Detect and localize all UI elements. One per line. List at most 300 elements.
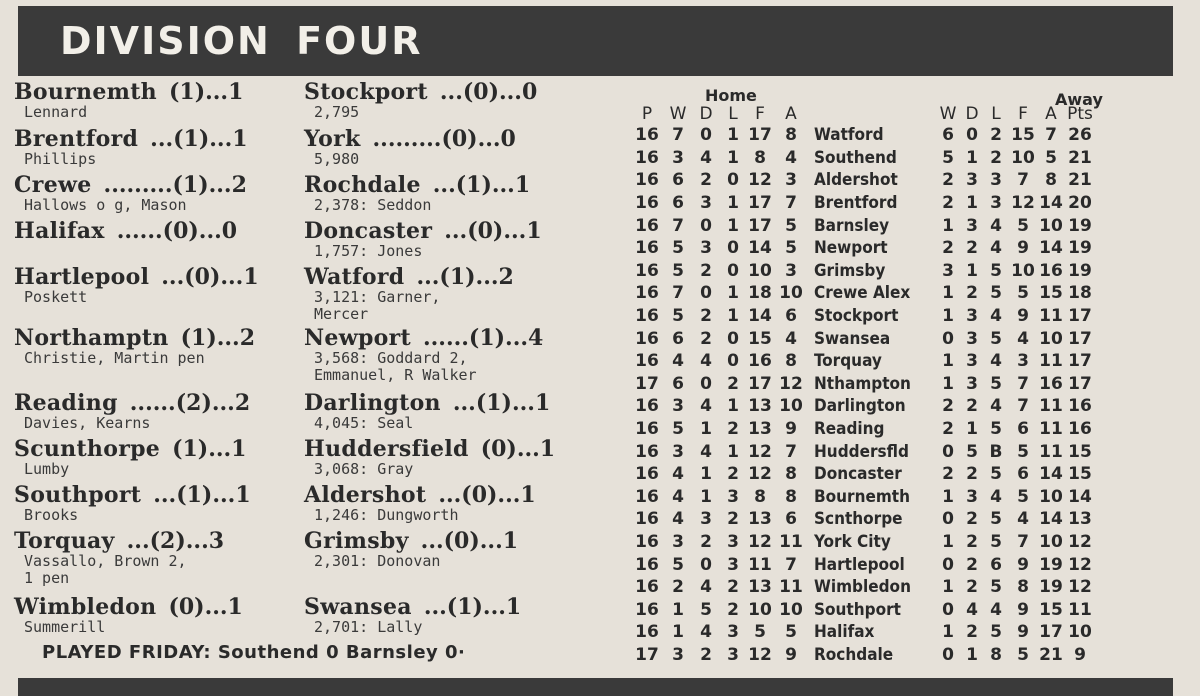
stat-cell: 16 xyxy=(635,170,659,191)
stat-cell: 12 xyxy=(748,531,772,552)
stat-cell: 8 xyxy=(1017,577,1029,598)
stat-cell: 5 xyxy=(672,554,684,575)
stat-cell: 20 xyxy=(1068,193,1092,214)
stat-cell: 21 xyxy=(1068,147,1092,168)
stat-cell: 2 xyxy=(700,306,712,327)
stat-cell: 3 xyxy=(700,193,712,214)
home-side xyxy=(14,326,255,367)
stat-cell: 10 xyxy=(1011,260,1035,281)
stat-cell: 1 xyxy=(966,147,978,168)
stat-cell: 2 xyxy=(966,464,978,485)
home-scorers: Davies, Kearns xyxy=(24,414,151,432)
stat-cell: 17 xyxy=(1039,622,1063,643)
stat-cell: 3 xyxy=(942,260,954,281)
stat-cell: 5 xyxy=(672,260,684,281)
home-team: Northamptn xyxy=(14,325,169,351)
table-row xyxy=(630,395,1096,418)
stat-cell: 1 xyxy=(700,419,712,440)
stat-cell: 12 xyxy=(779,373,803,394)
stat-cell: 8 xyxy=(785,125,797,146)
stat-cell: 10 xyxy=(1068,622,1092,643)
stat-cell: 7 xyxy=(1017,373,1029,394)
stat-cell: 15 xyxy=(1039,283,1063,304)
stat-cell: 2 xyxy=(966,531,978,552)
stat-cell: 8 xyxy=(785,486,797,507)
home-score: ...(2)...3 xyxy=(126,528,225,554)
column-header: P xyxy=(641,104,653,124)
stat-cell: 13 xyxy=(1068,509,1092,530)
home-scorers: Poskett xyxy=(24,288,88,306)
stat-cell: 1 xyxy=(966,419,978,440)
stat-cell: B xyxy=(989,441,1003,462)
stat-cell: 14 xyxy=(1068,486,1092,507)
stat-cell: 11 xyxy=(1068,599,1092,620)
stat-cell: 5 xyxy=(990,419,1002,440)
stat-cell: 7 xyxy=(785,554,797,575)
stat-cell: 5 xyxy=(966,441,978,462)
column-header: W xyxy=(669,104,687,124)
stat-cell: 5 xyxy=(990,577,1002,598)
next-section-banner xyxy=(18,678,1173,696)
stat-cell: 7 xyxy=(785,193,797,214)
stat-cell: 15 xyxy=(1068,441,1092,462)
stat-cell: 1 xyxy=(700,486,712,507)
stat-cell: 5 xyxy=(1017,283,1029,304)
stat-cell: 8 xyxy=(754,486,766,507)
away-side xyxy=(304,127,516,168)
stat-cell: 2 xyxy=(672,577,684,598)
stat-cell: 5 xyxy=(754,622,766,643)
stat-cell: 3 xyxy=(966,486,978,507)
stat-cell: 17 xyxy=(1068,351,1092,372)
stat-cell: 0 xyxy=(727,170,739,191)
stat-cell: 3 xyxy=(672,644,684,665)
stat-cell: 16 xyxy=(1039,373,1063,394)
stat-cell: 4 xyxy=(700,396,712,417)
stat-cell: 14 xyxy=(748,306,772,327)
table-row xyxy=(630,418,1096,441)
table-row xyxy=(630,260,1096,283)
division-banner xyxy=(18,6,1173,76)
column-header: A xyxy=(1045,104,1057,124)
stat-cell: 3 xyxy=(966,306,978,327)
away-side xyxy=(304,326,543,384)
table-row xyxy=(630,553,1096,576)
stat-cell: 5 xyxy=(672,238,684,259)
attendance-scorers: 2,701: Lally xyxy=(314,618,423,636)
away-group-label: Away xyxy=(1055,90,1103,109)
home-score: ......(0)...0 xyxy=(116,218,238,244)
stat-cell: 7 xyxy=(1017,396,1029,417)
away-score: ...(1)...1 xyxy=(432,172,531,198)
stat-cell: 7 xyxy=(672,125,684,146)
home-scorers: Phillips xyxy=(24,150,97,168)
stat-cell: 1 xyxy=(727,306,739,327)
stat-cell: 3 xyxy=(990,193,1002,214)
stat-cell: 4 xyxy=(672,464,684,485)
table-row xyxy=(630,621,1096,644)
stat-cell: 2 xyxy=(990,147,1002,168)
stat-cell: 16 xyxy=(635,351,659,372)
stat-cell: 16 xyxy=(1068,396,1092,417)
stat-cell: 16 xyxy=(635,125,659,146)
club-name: Halifax xyxy=(814,622,875,643)
stat-cell: 11 xyxy=(779,577,803,598)
stat-cell: 12 xyxy=(1011,193,1035,214)
away-team: Darlington xyxy=(304,390,441,416)
stat-cell: 2 xyxy=(942,464,954,485)
stat-cell: 19 xyxy=(1068,215,1092,236)
stat-cell: 3 xyxy=(785,260,797,281)
attendance-scorers: 5,980 xyxy=(314,150,360,168)
stat-cell: 1 xyxy=(727,193,739,214)
stat-cell: 16 xyxy=(1039,260,1063,281)
club-name: Aldershot xyxy=(814,170,898,191)
stat-cell: 10 xyxy=(1039,215,1063,236)
home-side xyxy=(14,80,243,121)
table-row xyxy=(630,508,1096,531)
stat-cell: 15 xyxy=(1068,464,1092,485)
stat-cell: 2 xyxy=(966,554,978,575)
club-name: Torquay xyxy=(814,351,882,372)
column-header: L xyxy=(728,104,738,124)
stat-cell: 5 xyxy=(990,260,1002,281)
club-name: Nthampton xyxy=(814,373,911,394)
stat-cell: 1 xyxy=(727,215,739,236)
home-scorers: Brooks xyxy=(24,506,79,524)
away-side xyxy=(304,391,550,432)
home-team: Hartlepool xyxy=(14,264,150,290)
stat-cell: 1 xyxy=(942,306,954,327)
stat-cell: 12 xyxy=(748,170,772,191)
column-header xyxy=(808,104,936,124)
stat-cell: 7 xyxy=(672,283,684,304)
away-team: Aldershot xyxy=(304,482,427,508)
away-score: ...(1)...1 xyxy=(452,390,551,416)
stat-cell: 0 xyxy=(942,441,954,462)
home-scorers: Vassallo, Brown 2, 1 pen xyxy=(24,552,187,587)
stat-cell: 4 xyxy=(990,215,1002,236)
stat-cell: 4 xyxy=(785,328,797,349)
home-score: (0)...1 xyxy=(168,594,243,620)
away-team: York xyxy=(304,126,361,152)
stat-cell: 0 xyxy=(727,260,739,281)
table-row xyxy=(630,192,1096,215)
stat-cell: 1 xyxy=(727,125,739,146)
stat-cell: 9 xyxy=(1074,644,1086,665)
away-side xyxy=(304,219,542,260)
stat-cell: 0 xyxy=(700,125,712,146)
stat-cell: 12 xyxy=(748,644,772,665)
stat-cell: 2 xyxy=(990,125,1002,146)
attendance-scorers: 3,121: Garner, Mercer xyxy=(314,288,441,323)
table-row xyxy=(630,644,1096,667)
table-row xyxy=(630,440,1096,463)
column-header: F xyxy=(1018,104,1028,124)
stat-cell: 3 xyxy=(966,351,978,372)
away-team: Newport xyxy=(304,325,411,351)
column-header: D xyxy=(965,104,979,124)
stat-cell: 13 xyxy=(748,577,772,598)
stat-cell: 1 xyxy=(966,193,978,214)
stat-cell: 14 xyxy=(1039,509,1063,530)
club-name: Doncaster xyxy=(814,464,902,485)
home-side xyxy=(14,391,250,432)
stat-cell: 3 xyxy=(966,373,978,394)
stat-cell: 2 xyxy=(942,419,954,440)
stat-cell: 8 xyxy=(785,351,797,372)
stat-cell: 18 xyxy=(748,283,772,304)
stat-cell: 9 xyxy=(785,419,797,440)
stat-cell: 3 xyxy=(785,170,797,191)
stat-cell: 16 xyxy=(748,351,772,372)
stat-cell: 4 xyxy=(990,599,1002,620)
stat-cell: 11 xyxy=(779,531,803,552)
home-scorers: Summerill xyxy=(24,618,106,636)
stat-cell: 6 xyxy=(785,509,797,530)
home-team: Bournemth xyxy=(14,79,157,105)
home-side xyxy=(14,173,247,214)
club-name: Southend xyxy=(814,147,897,168)
home-score: (1)...2 xyxy=(180,325,256,351)
stat-cell: 5 xyxy=(785,215,797,236)
away-team: Swansea xyxy=(304,594,412,620)
table-row xyxy=(630,373,1096,396)
stat-cell: 4 xyxy=(672,509,684,530)
stat-cell: 6 xyxy=(672,373,684,394)
stat-cell: 5 xyxy=(785,622,797,643)
away-team: Doncaster xyxy=(304,218,433,244)
stat-cell: 0 xyxy=(966,125,978,146)
stat-cell: 2 xyxy=(966,396,978,417)
home-side xyxy=(14,529,224,587)
table-row xyxy=(630,282,1096,305)
home-team: Reading xyxy=(14,390,118,416)
stat-cell: 16 xyxy=(635,238,659,259)
stat-cell: 19 xyxy=(1068,260,1092,281)
club-name: Brentford xyxy=(814,193,898,214)
home-team: Wimbledon xyxy=(14,594,157,620)
stat-cell: 4 xyxy=(990,486,1002,507)
stat-cell: 8 xyxy=(990,644,1002,665)
stat-cell: 9 xyxy=(1017,306,1029,327)
club-name: Southport xyxy=(814,599,901,620)
stat-cell: 6 xyxy=(672,328,684,349)
stat-cell: 2 xyxy=(942,193,954,214)
stat-cell: 4 xyxy=(990,306,1002,327)
stat-cell: 10 xyxy=(1011,147,1035,168)
stat-cell: 4 xyxy=(1017,509,1029,530)
stat-cell: 0 xyxy=(700,215,712,236)
stat-cell: 3 xyxy=(966,215,978,236)
stat-cell: 10 xyxy=(748,260,772,281)
table-row xyxy=(630,237,1096,260)
stat-cell: 3 xyxy=(700,509,712,530)
stat-cell: 6 xyxy=(942,125,954,146)
stat-cell: 14 xyxy=(1039,193,1063,214)
stat-cell: 1 xyxy=(727,441,739,462)
stat-cell: 3 xyxy=(990,170,1002,191)
stat-cell: 12 xyxy=(1068,554,1092,575)
stat-cell: 17 xyxy=(1068,373,1092,394)
stat-cell: 2 xyxy=(700,531,712,552)
home-scorers: Christie, Martin pen xyxy=(24,349,205,367)
stat-cell: 4 xyxy=(785,147,797,168)
stat-cell: 4 xyxy=(672,351,684,372)
attendance-scorers: 2,378: Seddon xyxy=(314,196,432,214)
home-side xyxy=(14,127,248,168)
stat-cell: 4 xyxy=(1017,328,1029,349)
table-row xyxy=(630,214,1096,237)
away-score: ......(1)...4 xyxy=(422,325,544,351)
stat-cell: 17 xyxy=(1068,306,1092,327)
stat-cell: 2 xyxy=(727,419,739,440)
club-name: Stockport xyxy=(814,306,899,327)
stat-cell: 5 xyxy=(785,238,797,259)
stat-cell: 2 xyxy=(942,170,954,191)
stat-cell: 7 xyxy=(672,215,684,236)
stat-cell: 1 xyxy=(942,486,954,507)
stat-cell: 9 xyxy=(1017,238,1029,259)
stat-cell: 5 xyxy=(700,599,712,620)
away-side xyxy=(304,80,537,121)
stat-cell: 16 xyxy=(635,328,659,349)
column-header: Pts xyxy=(1067,104,1093,124)
stat-cell: 0 xyxy=(942,554,954,575)
stat-cell: 5 xyxy=(990,622,1002,643)
stat-cell: 15 xyxy=(1039,599,1063,620)
home-score: (1)...1 xyxy=(168,79,244,105)
stat-cell: 11 xyxy=(1039,441,1063,462)
stat-cell: 16 xyxy=(635,283,659,304)
stat-cell: 19 xyxy=(1039,554,1063,575)
stat-cell: 3 xyxy=(727,486,739,507)
stat-cell: 0 xyxy=(942,328,954,349)
attendance-scorers: 2,301: Donovan xyxy=(314,552,441,570)
column-header: D xyxy=(699,104,713,124)
stat-cell: 2 xyxy=(727,509,739,530)
club-name: Darlington xyxy=(814,396,906,417)
home-score: ...(0)...1 xyxy=(161,264,259,290)
stat-cell: 21 xyxy=(1039,644,1063,665)
stat-cell: 8 xyxy=(754,147,766,168)
stat-cell: 3 xyxy=(672,441,684,462)
stat-cell: 4 xyxy=(700,622,712,643)
stat-cell: 10 xyxy=(1039,328,1063,349)
stat-cell: 0 xyxy=(727,351,739,372)
stat-cell: 10 xyxy=(779,283,803,304)
column-header: L xyxy=(991,104,1001,124)
stat-cell: 17 xyxy=(748,193,772,214)
stat-cell: 18 xyxy=(1068,283,1092,304)
stat-cell: 4 xyxy=(990,238,1002,259)
stat-cell: 4 xyxy=(966,599,978,620)
away-side xyxy=(304,483,536,524)
stat-cell: 2 xyxy=(700,260,712,281)
stat-cell: 16 xyxy=(635,599,659,620)
stat-cell: 17 xyxy=(748,373,772,394)
home-team: Brentford xyxy=(14,126,139,152)
club-name: Swansea xyxy=(814,328,891,349)
club-name: Crewe Alex xyxy=(814,283,911,304)
stat-cell: 16 xyxy=(635,441,659,462)
away-score: ...(0)...1 xyxy=(444,218,542,244)
stat-cell: 2 xyxy=(700,170,712,191)
club-name: Watford xyxy=(814,125,884,146)
stat-cell: 2 xyxy=(966,238,978,259)
stat-cell: 3 xyxy=(727,622,739,643)
column-header: F xyxy=(755,104,765,124)
stat-cell: 14 xyxy=(748,238,772,259)
stat-cell: 3 xyxy=(727,554,739,575)
stat-cell: 0 xyxy=(942,509,954,530)
stat-cell: 16 xyxy=(635,419,659,440)
stat-cell: 2 xyxy=(966,283,978,304)
home-scorers: Lumby xyxy=(24,460,70,478)
stat-cell: 7 xyxy=(1017,170,1029,191)
home-team: Torquay xyxy=(14,528,115,554)
home-side xyxy=(14,595,243,636)
stat-cell: 11 xyxy=(748,554,772,575)
standings-table xyxy=(630,104,1096,666)
stat-cell: 5 xyxy=(1045,147,1057,168)
stat-cell: 6 xyxy=(990,554,1002,575)
club-name: Grimsby xyxy=(814,260,886,281)
stat-cell: 5 xyxy=(672,419,684,440)
home-team: Halifax xyxy=(14,218,105,244)
table-header-row xyxy=(630,104,1096,124)
stat-cell: 1 xyxy=(727,396,739,417)
stat-cell: 14 xyxy=(1039,464,1063,485)
stat-cell: 3 xyxy=(966,328,978,349)
stat-cell: 0 xyxy=(942,599,954,620)
table-row xyxy=(630,576,1096,599)
stat-cell: 1 xyxy=(966,260,978,281)
stat-cell: 0 xyxy=(700,373,712,394)
stat-cell: 0 xyxy=(942,644,954,665)
stat-cell: 4 xyxy=(990,351,1002,372)
column-header: A xyxy=(785,104,797,124)
column-header: W xyxy=(939,104,957,124)
club-name: Scnthorpe xyxy=(814,509,903,530)
stat-cell: 3 xyxy=(672,396,684,417)
stat-cell: 16 xyxy=(635,396,659,417)
home-score: ...(1)...1 xyxy=(153,482,251,508)
stat-cell: 5 xyxy=(672,306,684,327)
away-score: .........(0)...0 xyxy=(372,126,516,152)
stat-cell: 6 xyxy=(1017,464,1029,485)
stat-cell: 1 xyxy=(727,283,739,304)
stat-cell: 1 xyxy=(942,351,954,372)
away-side xyxy=(304,173,530,214)
table-row xyxy=(630,531,1096,554)
table-row xyxy=(630,327,1096,350)
stat-cell: 4 xyxy=(700,351,712,372)
stat-cell: 12 xyxy=(748,441,772,462)
home-side xyxy=(14,437,247,478)
stat-cell: 2 xyxy=(727,373,739,394)
stat-cell: 2 xyxy=(727,577,739,598)
away-score: ...(1)...2 xyxy=(416,264,514,290)
attendance-scorers: 3,568: Goddard 2, Emmanuel, R Walker xyxy=(314,349,477,384)
away-score: ...(0)...1 xyxy=(420,528,519,554)
stat-cell: 3 xyxy=(727,531,739,552)
stat-cell: 3 xyxy=(1017,351,1029,372)
stat-cell: 1 xyxy=(966,644,978,665)
stat-cell: 4 xyxy=(700,441,712,462)
stat-cell: 13 xyxy=(748,396,772,417)
home-score: .........(1)...2 xyxy=(103,172,247,198)
